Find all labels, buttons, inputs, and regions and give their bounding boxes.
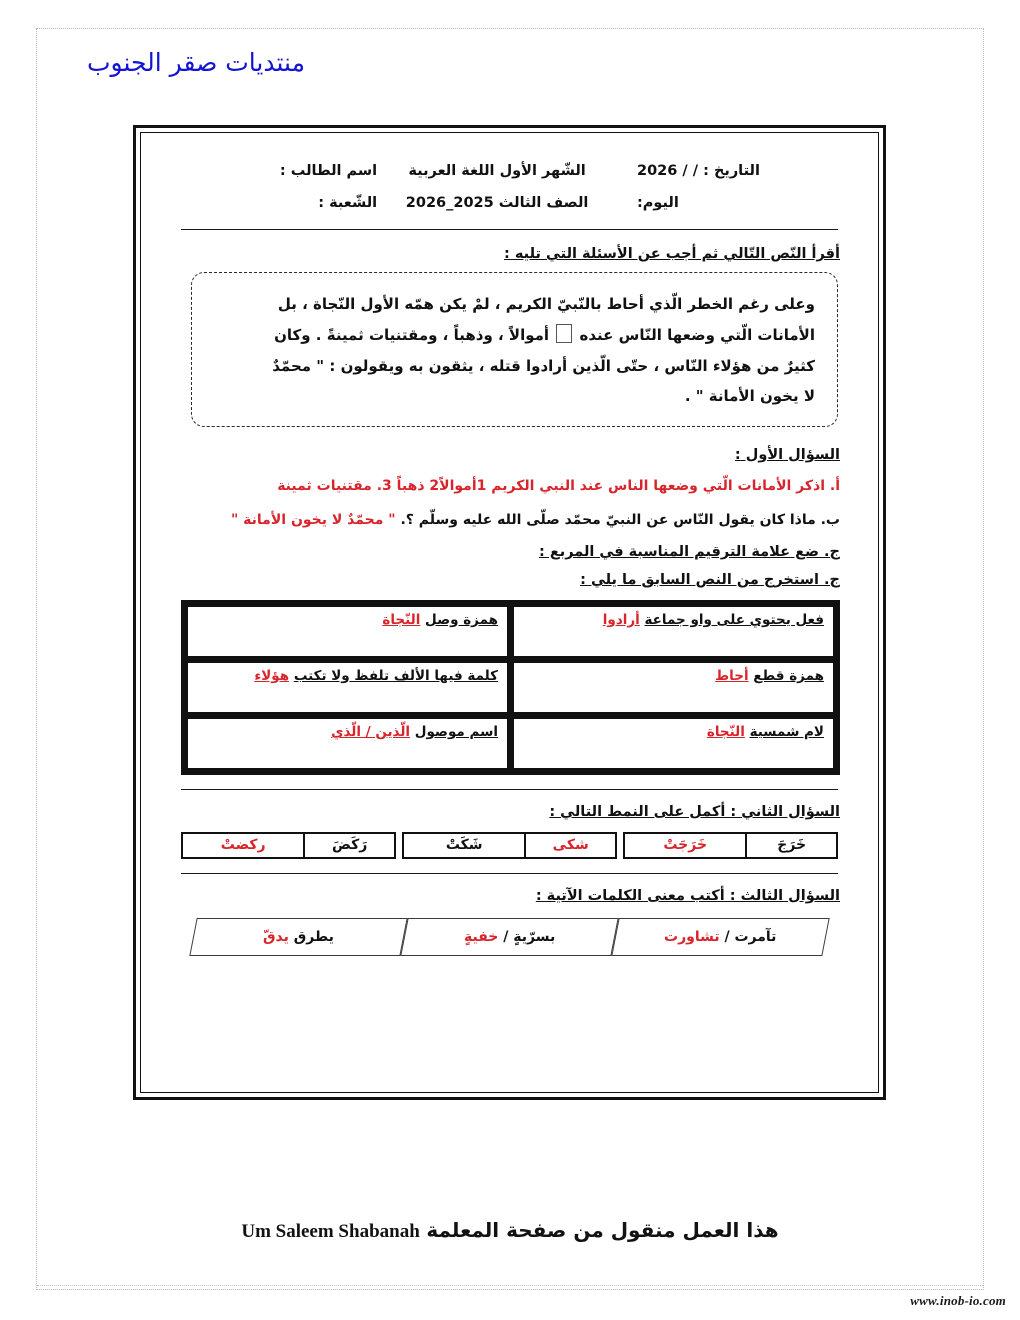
extract-label-right-2: كلمة فيها الألف تلفظ ولا تكتب <box>293 667 498 684</box>
vocabulary-word-2: بسرّيةٍ / <box>503 928 556 945</box>
punctuation-answer-box[interactable] <box>556 324 572 343</box>
extract-answer-right-2: هؤلاء <box>254 667 290 684</box>
table-cell-right-3[interactable] <box>186 717 509 770</box>
vocabulary-shapes-row <box>193 918 826 956</box>
extract-answer-left-2: أحاط <box>715 667 749 684</box>
table-row <box>186 605 835 658</box>
passage-line-4: لا يخون الأمانة " . <box>684 387 815 406</box>
passage-line-2 <box>214 320 815 351</box>
header-divider <box>181 229 838 230</box>
question-one-part-b-prompt: ب. ماذا كان يقول النّاس عن النبيّ محمّد صلّى الله عليه وسلّم ؟. <box>400 512 840 529</box>
credit-footer <box>0 1218 1020 1243</box>
passage-line-3: كثيرٌ من هؤلاء النّاس ، حتّى الّذين أرادوا قتله ، يثقون به ويقولون : " محمّدٌ <box>272 356 815 375</box>
pattern-word-2b: شَكَتْ <box>445 837 483 854</box>
forum-banner <box>46 40 346 84</box>
section-divider-two <box>181 873 838 874</box>
table-cell-right-2[interactable] <box>186 661 509 714</box>
pattern-pair-3[interactable] <box>181 832 396 859</box>
credit-teacher-name: Um Saleem Shabanah <box>241 1221 420 1242</box>
vocabulary-shape-1[interactable] <box>611 918 829 956</box>
passage-line-2b: أموالاً ، وذهباً ، ومقتنيات ثمينةً . وكان <box>274 325 550 344</box>
pattern-word-3a: رَكَضَ <box>303 834 394 857</box>
reading-passage-box <box>191 272 838 427</box>
pattern-word-2a: شكى <box>524 834 615 857</box>
vocabulary-meaning-3: يدقّ <box>263 928 289 945</box>
passage-line-2a: الأمانات الّتي وضعها النّاس عنده <box>579 325 815 344</box>
question-one-part-a: أ. اذكر الأمانات الّتي وضعها الناس عند النبي الكريم 1أموالاً2 ذهباً 3. مقتنيات ثمينة <box>277 478 840 494</box>
worksheet-content <box>140 132 879 1093</box>
extract-label-left-1: فعل يحتوي على واو جماعة <box>644 611 824 628</box>
extract-label-right-3: اسم موصول <box>414 723 498 740</box>
question-one-heading: السؤال الأول : <box>734 447 840 463</box>
reading-instruction: أقرأ النّص التّالي ثم أجب عن الأسئلة التي تليه : <box>504 246 840 262</box>
pattern-pair-1[interactable] <box>623 832 838 859</box>
extract-label-left-3: لام شمسية <box>749 723 824 740</box>
extract-label-right-1: همزة وصل <box>425 611 498 628</box>
extract-answer-right-1: النّجاة <box>382 611 421 628</box>
pattern-word-1a: خَرَجَ <box>745 834 836 857</box>
vocabulary-word-1: تآمرت / <box>724 928 777 945</box>
extract-answer-right-3: الّذين / الّذي <box>331 723 411 740</box>
vocabulary-shape-2[interactable] <box>400 918 618 956</box>
question-one-part-c: ج. ضع علامة الترقيم المناسبة في المربع : <box>539 543 840 560</box>
grade-title: الصف الثالث 2025_2026 <box>405 195 589 211</box>
section-field: الشّعبة : <box>318 195 378 211</box>
date-field: التاريخ : / / 2026 <box>637 163 760 179</box>
section-divider-one <box>181 789 838 790</box>
question-three-heading: السؤال الثالث : أكتب معنى الكلمات الآتية : <box>535 887 840 904</box>
footer-divider <box>37 1285 983 1286</box>
question-one-part-d: ج. استخرج من النص السابق ما يلي : <box>580 571 840 588</box>
vocabulary-meaning-2: خفيةٍ <box>463 928 499 945</box>
worksheet-page <box>133 125 886 1100</box>
pattern-word-1b: خَرَجَتْ <box>663 837 708 854</box>
table-cell-left-1[interactable] <box>512 605 835 658</box>
table-row <box>186 717 835 770</box>
vocabulary-text-1 <box>664 929 776 945</box>
question-two-heading: السؤال الثاني : أكمل على النمط التالي : <box>549 803 840 820</box>
forum-banner-title: منتديات صقر الجنوب <box>87 47 305 77</box>
vocabulary-text-2 <box>464 929 555 945</box>
credit-arabic-text: هذا العمل منقول من صفحة المعلمة <box>426 1218 779 1242</box>
extract-answer-left-3: النّجاة <box>706 723 745 740</box>
question-one-part-b-answer: " محمّدٌ لا يخون الأمانة " <box>231 512 396 529</box>
table-cell-left-2[interactable] <box>512 661 835 714</box>
day-field: اليوم: <box>637 195 679 211</box>
site-url-watermark: www.inob-io.com <box>910 1293 1006 1308</box>
pattern-pair-2[interactable] <box>402 832 617 859</box>
subject-title: الشّهر الأول اللغة العربية <box>408 163 586 179</box>
passage-line-1: وعلى رغم الخطر الّذي أحاط بالنّبيّ الكريم ، لمْ يكن همّه الأول النّجاة ، بل <box>277 295 815 313</box>
table-cell-right-1[interactable] <box>186 605 509 658</box>
vocabulary-meaning-1: تشاورت <box>664 928 720 945</box>
pattern-word-3b: ركضتْ <box>220 837 266 854</box>
vocabulary-text-3 <box>263 929 334 945</box>
student-info-header <box>175 159 844 211</box>
extract-label-left-2: همزة قطع <box>753 667 824 684</box>
student-name-field: اسم الطالب : <box>279 163 378 179</box>
extraction-table <box>181 600 840 775</box>
vocabulary-word-3: يطرق <box>293 928 334 945</box>
question-one-part-b <box>179 509 840 531</box>
extract-answer-left-1: أرادوا <box>602 611 640 628</box>
pattern-boxes-row <box>181 832 838 859</box>
table-row <box>186 661 835 714</box>
vocabulary-shape-3[interactable] <box>189 918 407 956</box>
table-cell-left-3[interactable] <box>512 717 835 770</box>
